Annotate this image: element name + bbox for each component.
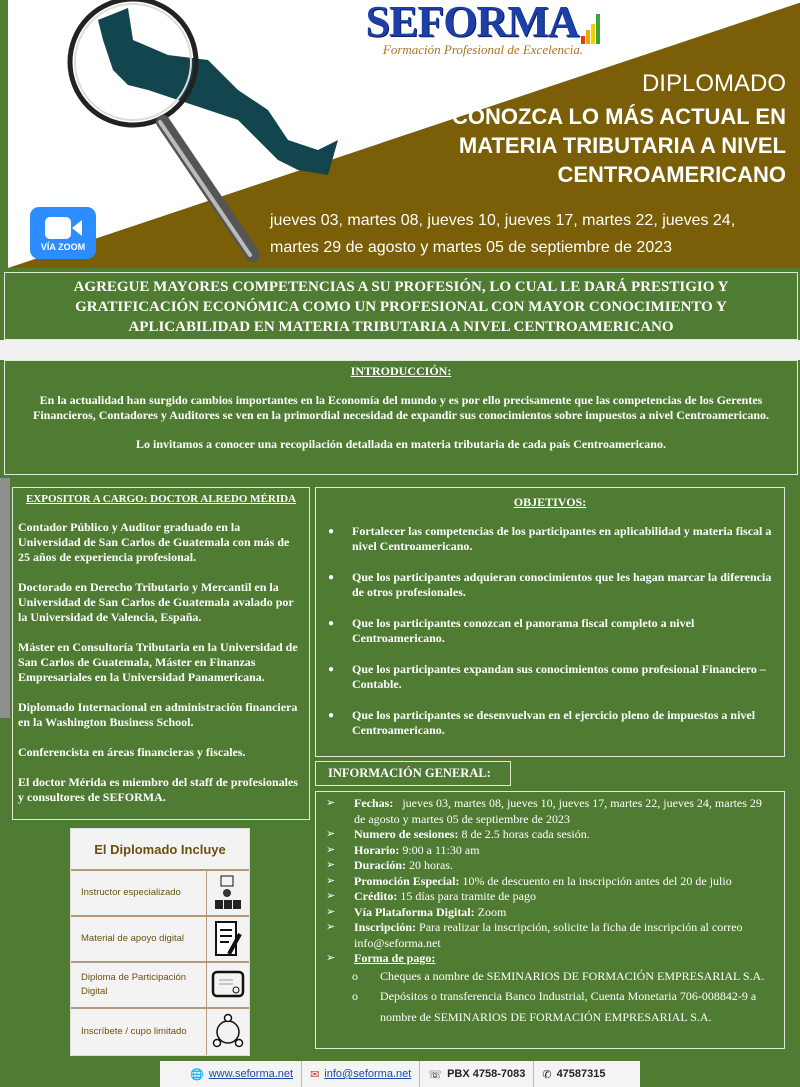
header-banner — [0, 0, 800, 268]
course-dates: jueves 03, martes 08, jueves 10, jueves 17, martes 22, jueves 24, martes 29 de agosto y martes 05 de septiembre de 2023 — [270, 212, 736, 256]
introduction-section — [4, 360, 798, 475]
speaker-section — [12, 487, 310, 820]
info-item: ➢ Horario: 9:00 a 11:30 am — [326, 842, 480, 857]
speaker-paragraph: Diplomado Internacional en administración financiera en la Washington Business School. — [18, 700, 298, 729]
envelope-icon: ✉ — [310, 1068, 320, 1081]
phone-icon: ☏ — [428, 1068, 443, 1081]
objective-item: ● Que los participantes se desenvuelvan en el ejercicio pleno de impuestos a nivel Centroamericano. — [328, 708, 756, 737]
intro-heading: INTRODUCCIÓN: — [350, 364, 452, 378]
intro-paragraph: En la actualidad han surgido cambios importantes en la Economía del mundo y es por ello precisamente que las competencias de los Gerentes Financieros, Contadores y Auditores se ven en la primordial necesidad de expandir sus conocimientos sobre impuestos a nivel Centroamericano. — [32, 393, 769, 422]
info-item: ➢ Duración: 20 horas. — [326, 858, 453, 872]
speaker-paragraph: Doctorado en Derecho Tributario y Mercantil en la Universidad de San Carlos de Guatemala avalado por la Universidad de Valencia, España. — [18, 580, 294, 624]
separator — [0, 340, 800, 360]
globe-icon: 🌐 — [190, 1068, 204, 1081]
zoom-label: VÍA ZOOM — [40, 242, 86, 252]
gray-edge — [0, 478, 10, 718]
objective-item: ● Fortalecer las competencias de los participantes en aplicabilidad y materia fiscal a nivel Centroamericano. — [328, 524, 772, 553]
objectives-heading: OBJETIVOS: — [513, 495, 587, 509]
info-item: ➢ Promoción Especial: 10% de descuento en la inscripción antes del 20 de julio — [326, 873, 732, 888]
course-kicker: DIPLOMADO — [641, 70, 786, 97]
course-title: CONOZCA LO MÁS ACTUAL EN MATERIA TRIBUTARIA A NIVEL CENTROAMERICANO — [451, 104, 786, 187]
info-item: ➢ Vía Plataforma Digital: Zoom — [326, 904, 507, 919]
zoom-badge — [30, 207, 96, 259]
whatsapp-number: 47587315 — [556, 1068, 606, 1080]
includes-item: Inscríbete / cupo limitado — [71, 1009, 249, 1055]
objectives-section — [315, 487, 785, 757]
general-info-heading: INFORMACIÓN GENERAL: — [315, 761, 511, 786]
includes-item: Material de apoyo digital — [71, 917, 249, 963]
central-america-map — [98, 8, 338, 175]
includes-item: Instructor especializado — [71, 871, 249, 917]
intro-paragraph: Lo invitamos a conocer una recopilación detallada en materia tributaria de cada país Centroamericano. — [136, 437, 666, 451]
payment-heading: ➢ Forma de pago: — [326, 951, 436, 965]
speaker-paragraph: Contador Público y Auditor graduado en la Universidad de San Carlos de Guatemala con más de 25 años de experiencia profesional. — [18, 520, 290, 564]
payment-item: o Cheques a nombre de SEMINARIOS DE FORMACIÓN EMPRESARIAL S.A. — [352, 968, 765, 983]
includes-item: Diploma de Participación Digital — [71, 963, 249, 1009]
objective-item: ● Que los participantes expandan sus conocimientos como profesional Financiero – Contable. — [328, 662, 766, 691]
phone-number: PBX 4758-7083 — [447, 1068, 526, 1080]
instructor-icon — [207, 875, 249, 911]
objective-item: ● Que los participantes conozcan el panorama fiscal completo a nivel Centroamericano. — [328, 616, 695, 645]
video-camera-icon — [43, 215, 83, 241]
value-banner: AGREGUE MAYORES COMPETENCIAS A SU PROFESIÓN, LO CUAL LE DARÁ PRESTIGIO Y GRATIFICACIÓN ECONÓMICA COMO UN PROFESIONAL CON MAYOR CONOCIMIENTO Y APLICABILIDAD EN MATERIA TRIBUTARIA A NIVEL CENTROAMERICANO — [4, 272, 798, 340]
info-item: ➢ Crédito: 15 días para tramite de pago — [326, 889, 536, 903]
document-pen-icon — [207, 920, 249, 958]
objective-item: ● Que los participantes adquieran conocimientos que les hagan marcar la diferencia de otros profesionales. — [328, 570, 772, 599]
diploma-icon — [207, 970, 249, 1000]
email-link[interactable]: info@seforma.net — [324, 1068, 412, 1080]
info-item: ➢ Numero de sesiones: 8 de 2.5 horas cada sesión. — [326, 827, 590, 841]
website-link[interactable]: www.seforma.net — [208, 1068, 294, 1080]
speaker-heading: EXPOSITOR A CARGO: DOCTOR ALREDO MÉRIDA — [25, 493, 297, 505]
speaker-paragraph: El doctor Mérida es miembro del staff de profesionales y consultores de SEFORMA. — [18, 775, 298, 804]
info-item: ➢ Fechas: jueves 03, martes 08, jueves 10, jueves 17, martes 22, jueves 24, martes 29 de agosto y martes 05 de septiembre de 2023 — [326, 796, 765, 826]
info-item: ➢ Inscripción: Para realizar la inscripción, solicite la ficha de inscripción al correo info@seforma.net — [326, 920, 743, 950]
speaker-paragraph: Máster en Consultoría Tributaria en la Universidad de San Carlos de Guatemala, Máster en Finanzas Empresariales en la Universidad Panamericana. — [18, 640, 298, 684]
payment-item: o Depósitos o transferencia Banco Industrial, Cuenta Monetaria 706-008842-9 a nombre de SEMINARIOS DE FORMACIÓN EMPRESARIAL S.A. — [352, 989, 757, 1024]
whatsapp-icon: ✆ — [542, 1068, 552, 1081]
includes-title: El Diplomado Incluye — [71, 829, 249, 871]
group-icon — [207, 1013, 249, 1051]
contact-footer — [160, 1061, 640, 1087]
includes-card — [70, 828, 250, 1056]
general-info-section — [315, 791, 785, 1049]
speaker-paragraph: Conferencista en áreas financieras y fiscales. — [18, 745, 246, 759]
seforma-logo: SEFORMA Formación Profesional de Excelencia. — [338, 0, 628, 58]
